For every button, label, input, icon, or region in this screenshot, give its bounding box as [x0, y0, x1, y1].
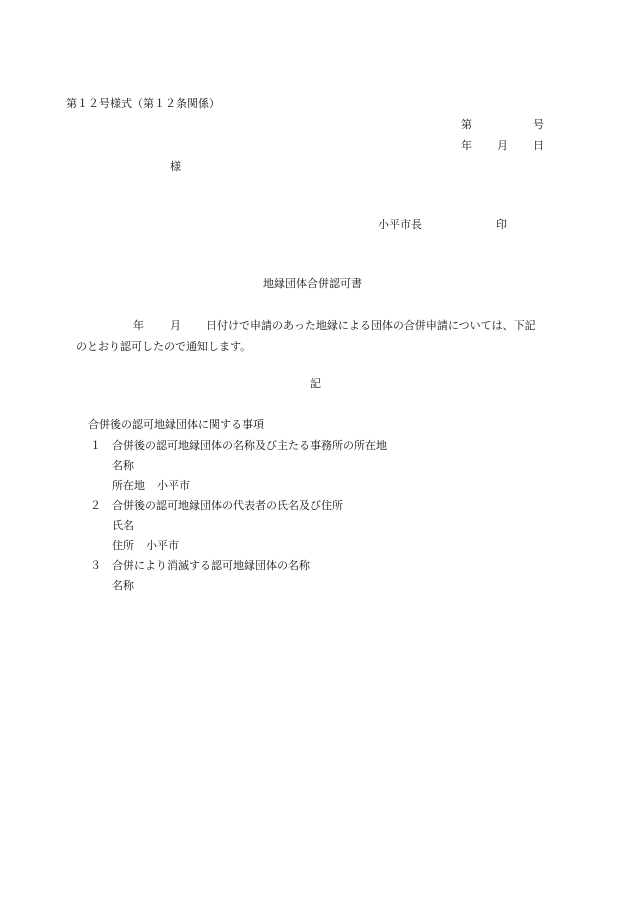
- field-label: 氏名: [112, 519, 134, 532]
- item-title: 合併後の認可地縁団体の名称及び主たる事務所の所在地: [112, 439, 387, 452]
- section-heading: 合併後の認可地縁団体に関する事項: [88, 418, 264, 431]
- issuer-seal: 印: [496, 218, 507, 231]
- field-label: 名称: [112, 579, 134, 592]
- issuer-title: 小平市長: [378, 218, 422, 231]
- item-number: ２: [90, 499, 101, 512]
- date-year: 年: [461, 139, 472, 152]
- item-number: １: [90, 439, 101, 452]
- number-prefix: 第: [461, 118, 472, 131]
- field-label: 所在地: [112, 479, 145, 492]
- body-month: 月: [170, 319, 181, 332]
- number-suffix: 号: [533, 118, 544, 131]
- field-value: 小平市: [146, 539, 179, 552]
- field-label: 住所: [112, 539, 134, 552]
- date-day: 日: [533, 139, 544, 152]
- addressee-suffix: 様: [170, 160, 181, 173]
- document-title: 地縁団体合併認可書: [263, 277, 362, 290]
- body-line-1: 日付けで申請のあった地縁による団体の合併申請については、下記: [206, 319, 536, 332]
- date-month: 月: [497, 139, 508, 152]
- form-label: 第１２号様式（第１２条関係）: [66, 97, 220, 110]
- item-number: ３: [90, 559, 101, 572]
- field-value: 小平市: [157, 479, 190, 492]
- item-title: 合併後の認可地縁団体の代表者の氏名及び住所: [112, 499, 343, 512]
- field-label: 名称: [112, 459, 134, 472]
- ki-heading: 記: [310, 377, 321, 390]
- item-title: 合併により消滅する認可地縁団体の名称: [112, 559, 310, 572]
- body-line-2: のとおり認可したので通知します。: [76, 340, 252, 353]
- body-year: 年: [133, 319, 144, 332]
